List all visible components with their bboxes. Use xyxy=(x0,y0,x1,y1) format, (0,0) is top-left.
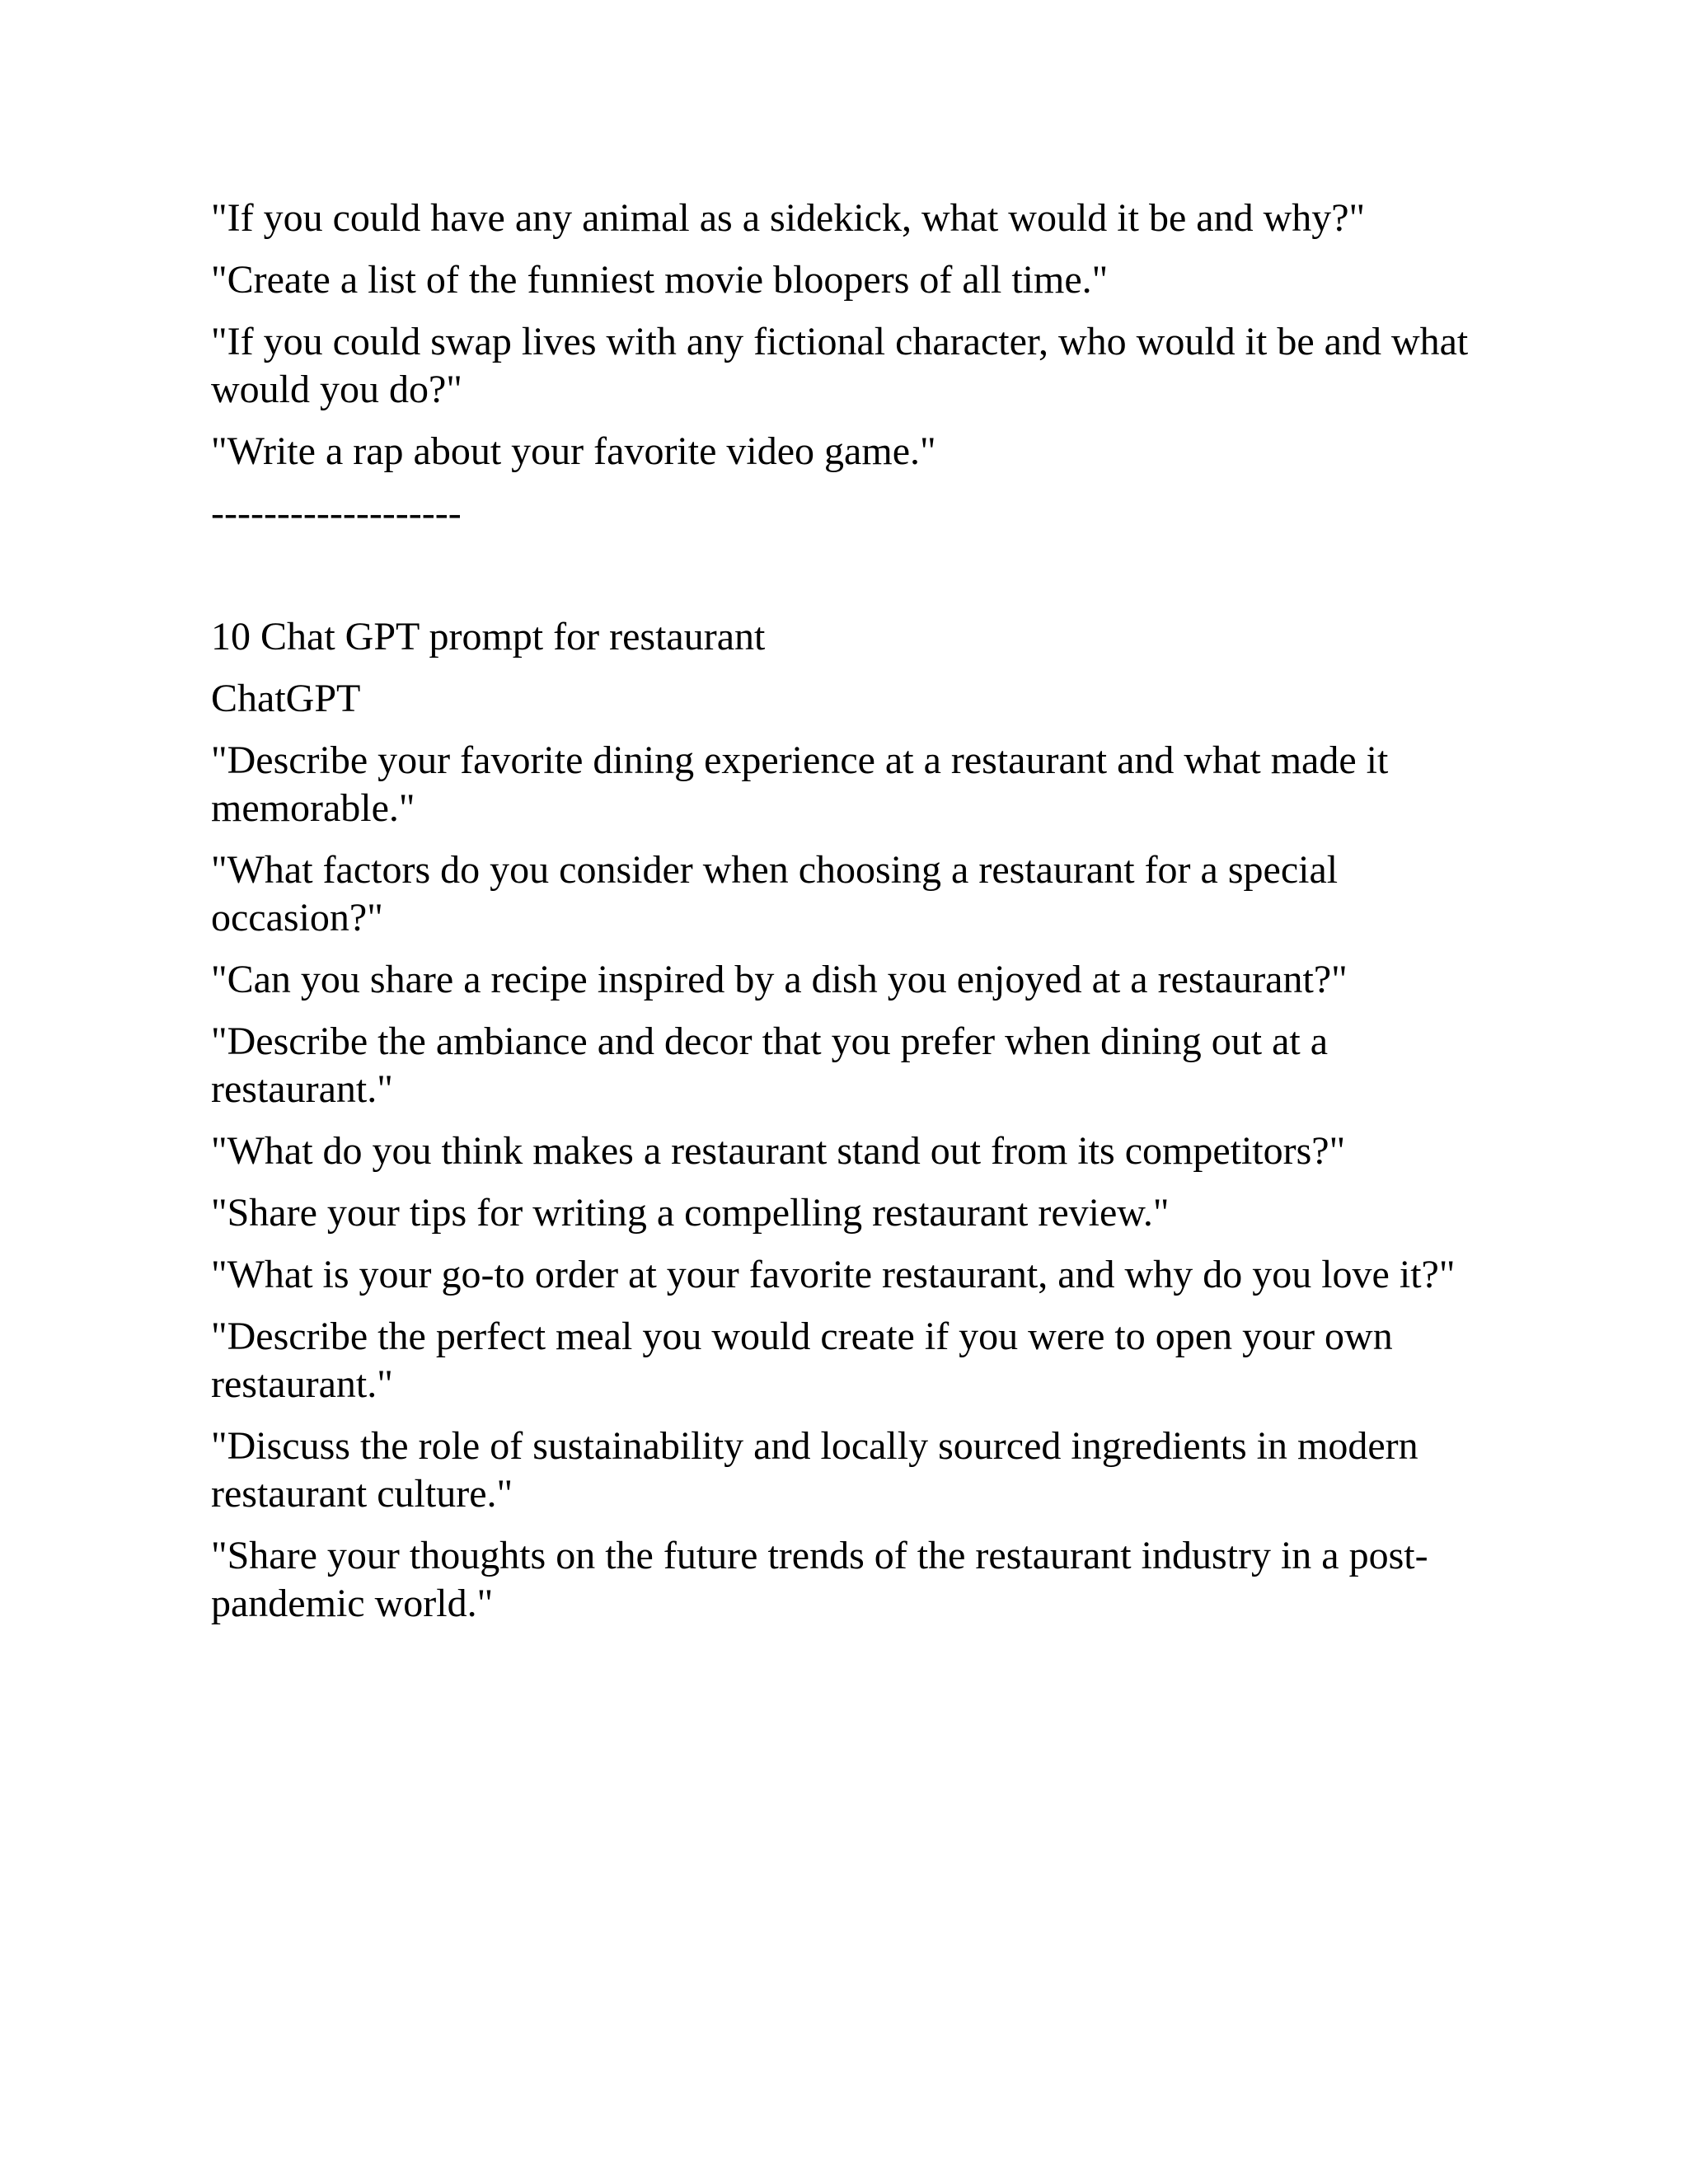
dash-divider: ------------------- xyxy=(211,491,462,535)
restaurant-prompt: "Describe the ambiance and decor that you prefer when dining out at a restaurant." xyxy=(211,1019,1329,1111)
prompt-line: "Create a list of the funniest movie bloopers of all time." xyxy=(211,258,1109,302)
section-title: 10 Chat GPT prompt for restaurant xyxy=(211,615,766,658)
restaurant-prompt: "Can you share a recipe inspired by a dish you enjoyed at a restaurant?" xyxy=(211,958,1348,1001)
restaurant-prompt: "Discuss the role of sustainability and locally sourced ingredients in modern restaurant culture." xyxy=(211,1424,1418,1516)
restaurant-prompt: "What do you think makes a restaurant stand out from its competitors?" xyxy=(211,1129,1346,1173)
restaurant-prompt: "Describe your favorite dining experience at a restaurant and what made it memorable." xyxy=(211,738,1389,830)
author-label: ChatGPT xyxy=(211,677,361,720)
restaurant-prompt: "Share your thoughts on the future trends of the restaurant industry in a post-pandemic world." xyxy=(211,1534,1428,1625)
restaurant-prompt: "Describe the perfect meal you would create if you were to open your own restaurant." xyxy=(211,1315,1393,1406)
document-body xyxy=(211,194,1497,1642)
restaurant-prompt: "What factors do you consider when choosing a restaurant for a special occasion?" xyxy=(211,848,1339,940)
prompt-line: "If you could swap lives with any fictional character, who would it be and what would you do?" xyxy=(211,320,1469,411)
prompt-line: "Write a rap about your favorite video game." xyxy=(211,429,936,473)
restaurant-prompt: "Share your tips for writing a compelling restaurant review." xyxy=(211,1191,1170,1235)
prompt-line: "If you could have any animal as a sidekick, what would it be and why?" xyxy=(211,196,1366,240)
restaurant-prompt: "What is your go-to order at your favorite restaurant, and why do you love it?" xyxy=(211,1253,1456,1296)
blank-line xyxy=(211,551,1497,599)
